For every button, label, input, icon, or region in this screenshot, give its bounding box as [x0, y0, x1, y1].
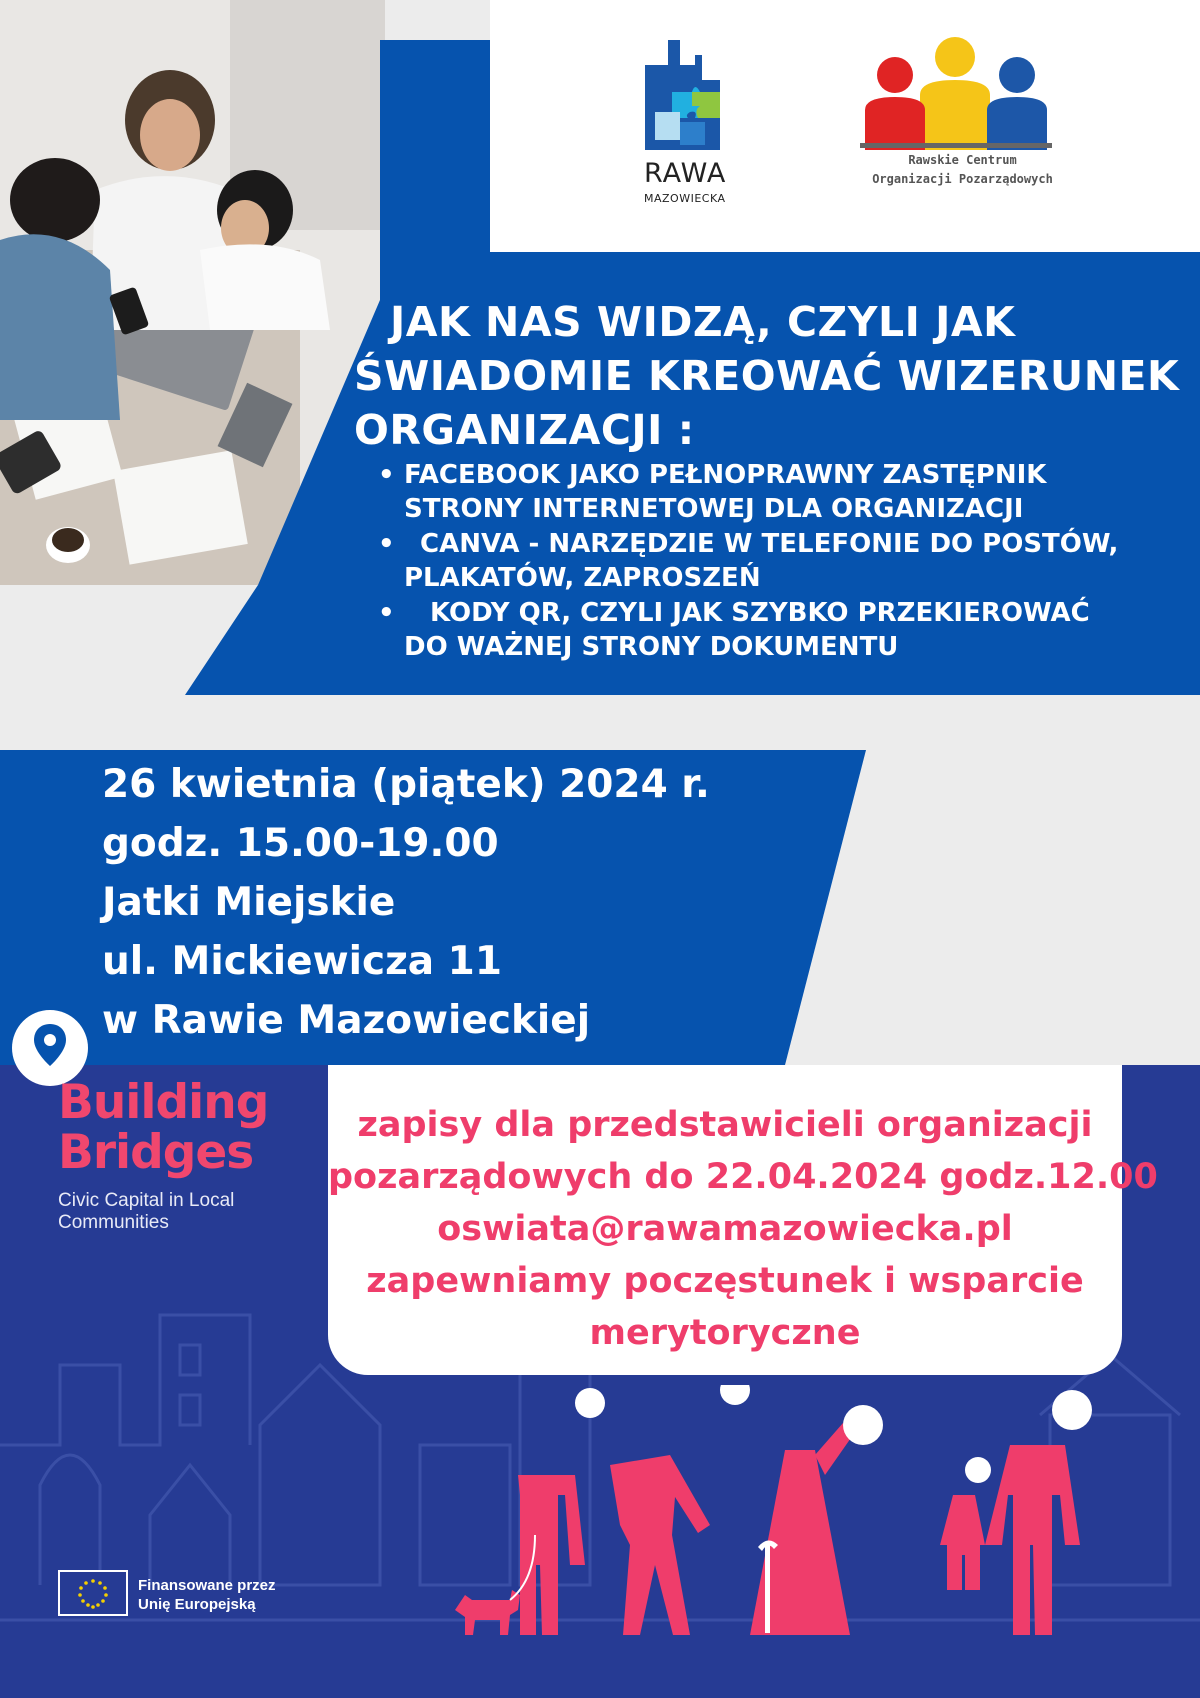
headline-line-3: ORGANIZACJI : — [354, 406, 695, 454]
topic-2-line-1: CANVA - NARZĘDZIE W TELEFONIE DO POSTÓW, — [420, 529, 1119, 559]
subtitle-line-2: Communities — [58, 1212, 169, 1233]
rcop-logo-text-2: Organizacji Pozarządowych — [872, 172, 1053, 186]
eu-flag — [58, 1570, 128, 1616]
event-date: 26 kwietnia (piątek) 2024 r. — [102, 762, 710, 807]
signup-line-5: merytoryczne — [589, 1313, 861, 1353]
rawa-logo-text: RAWA — [644, 158, 727, 189]
people-figures-illustration — [440, 1385, 1140, 1655]
topic-3-line-2: DO WAŻNEJ STRONY DOKUMENTU — [404, 632, 899, 662]
topic-2-line-2: PLAKATÓW, ZAPROSZEŃ — [404, 563, 761, 593]
eu-line-2: Unię Europejską — [138, 1596, 256, 1613]
rawa-logo-subtext: MAZOWIECKA — [644, 192, 726, 205]
event-venue: Jatki Miejskie — [102, 880, 396, 925]
signup-line-1: zapisy dla przedstawicieli organizacji — [357, 1105, 1093, 1145]
headline-line-2: ŚWIADOMIE KREOWAĆ WIZERUNEK — [354, 352, 1180, 400]
building-bridges-subtitle — [58, 1190, 234, 1234]
building-bridges-line-2: Bridges — [58, 1125, 254, 1180]
headline-line-1: JAK NAS WIDZĄ, CZYLI JAK — [390, 298, 1016, 346]
bullet-dot: • — [378, 529, 395, 559]
signup-line-2: pozarządowych do 22.04.2024 godz.12.00 — [328, 1157, 1158, 1197]
building-bridges-title — [58, 1075, 269, 1180]
topic-1-line-1: FACEBOOK JAKO PEŁNOPRAWNY ZASTĘPNIK — [404, 460, 1047, 490]
eu-funding-text — [138, 1576, 276, 1614]
event-street: ul. Mickiewicza 11 — [102, 939, 502, 984]
topic-1-line-2: STRONY INTERNETOWEJ DLA ORGANIZACJI — [404, 494, 1024, 524]
signup-line-4: zapewniamy poczęstunek i wsparcie — [366, 1261, 1084, 1301]
eu-stars-icon — [60, 1572, 126, 1614]
bullet-dot: • — [378, 460, 395, 490]
subtitle-line-1: Civic Capital in Local — [58, 1190, 235, 1211]
building-bridges-line-1: Building — [58, 1075, 269, 1130]
eu-line-1: Finansowane przez — [138, 1577, 276, 1594]
rcop-logo-text-1: Rawskie Centrum — [908, 153, 1017, 167]
signup-email[interactable]: oswiata@rawamazowiecka.pl — [437, 1209, 1013, 1249]
topic-3-line-1: KODY QR, CZYLI JAK SZYBKO PRZEKIEROWAĆ — [430, 598, 1090, 628]
bullet-dot: • — [378, 598, 395, 628]
event-time: godz. 15.00-19.00 — [102, 821, 499, 866]
event-city: w Rawie Mazowieckiej — [102, 998, 591, 1043]
